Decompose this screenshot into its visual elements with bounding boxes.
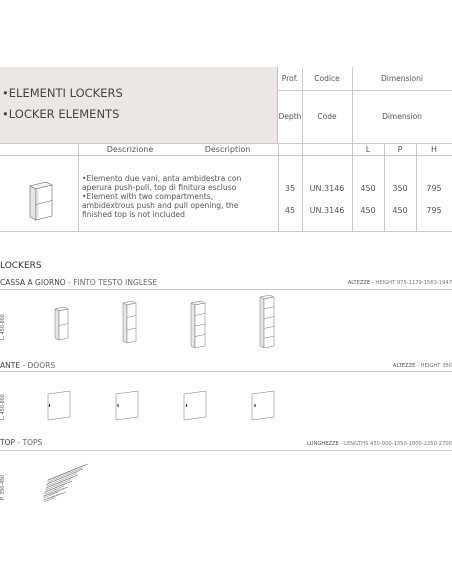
title-block (0, 67, 278, 144)
col-divider (78, 143, 79, 231)
section-rule (0, 289, 452, 290)
title-english: •LOCKER ELEMENTS (2, 107, 120, 121)
tops-sub-main: TOP (0, 438, 16, 447)
description-english-line-1: •Element with two compartments, (82, 192, 214, 201)
doors-subheading (0, 361, 55, 370)
doors-sub-rest: - DOORS (20, 361, 56, 370)
tops-side-label: P. 350-450 (1, 474, 6, 500)
door-illustration (182, 390, 208, 422)
table-bottom-line (0, 231, 452, 232)
doors-side-label: L. 450-800 (1, 394, 6, 420)
tops-sub-rest: - TOPS (15, 438, 43, 447)
locker-height-1947-illustration (259, 294, 277, 350)
heights-label: ALTEZZE (392, 363, 416, 369)
lockers-heading: LOCKERS (0, 261, 42, 271)
description-english-line-2: ambidextrous push and pull opening, the (82, 201, 239, 210)
locker-height-1563-illustration (190, 300, 208, 350)
col-depth-it: Prof. (281, 74, 299, 83)
row-1-depth: 35 (284, 184, 296, 193)
description-english-line-3: finished top is not included (82, 210, 185, 219)
col-H: H (430, 145, 437, 154)
lengths-label: LUNGHEZZE (307, 441, 339, 447)
heights-values: - HEIGHT 380 (415, 363, 452, 369)
row-1-P: 350 (392, 184, 408, 193)
col-code-en: Code (317, 112, 337, 121)
lockers-sub-main: CASSA A GIORNO (0, 278, 66, 287)
doors-sub-main: ANTE (0, 361, 21, 370)
row-1-code: UN.3146 (309, 184, 345, 193)
door-illustration (46, 390, 72, 422)
col-desc-en: Description (204, 145, 251, 154)
description-italian-line-2: aperura push-pull, top di finitura escluso (82, 183, 237, 192)
col-code-it: Codice (314, 74, 340, 83)
stacked-tops-illustration (40, 460, 92, 504)
col-dim-en: Dimension (382, 112, 422, 121)
col-L: L (365, 145, 371, 154)
col-desc-it: Descrizione (106, 145, 154, 154)
row-2-L: 450 (360, 206, 376, 215)
tops-subheading (0, 438, 42, 447)
heights-label: ALTEZZE (347, 280, 371, 286)
locker-height-1179-illustration (122, 300, 138, 345)
col-P: P (397, 145, 403, 154)
description-italian-line-1: •Elemento due vani, anta ambidestra con (82, 174, 242, 183)
row-2-depth: 45 (284, 206, 296, 215)
heights-values: - HEIGHT 975-1179-1563-1947 (370, 280, 452, 286)
lockers-side-label: L. 450-800 (1, 314, 6, 340)
lengths-values: - LENGTHS 450-900-1350-1800-2250-2700 (338, 441, 452, 447)
tops-lengths (307, 441, 452, 447)
doors-heights (393, 363, 452, 369)
lockers-heights (348, 280, 452, 286)
row-2-P: 450 (392, 206, 408, 215)
locker-two-compartment-illustration (26, 180, 56, 224)
col-dim-it: Dimensioni (381, 74, 423, 83)
locker-height-975-illustration (54, 306, 70, 342)
section-rule (0, 450, 452, 451)
lockers-sub-rest: - FINTO TESTO INGLESE (65, 278, 158, 287)
title-italian: •ELEMENTI LOCKERS (2, 86, 123, 100)
row-1-L: 450 (360, 184, 376, 193)
row-1-H: 795 (426, 184, 442, 193)
lockers-subheading (0, 278, 157, 287)
door-illustration (114, 390, 140, 422)
row-2-code: UN.3146 (309, 206, 345, 215)
section-rule (0, 371, 452, 372)
col-depth-en: Depth (278, 112, 302, 121)
row-2-H: 795 (426, 206, 442, 215)
door-illustration (250, 390, 276, 422)
header-divider (278, 90, 452, 91)
